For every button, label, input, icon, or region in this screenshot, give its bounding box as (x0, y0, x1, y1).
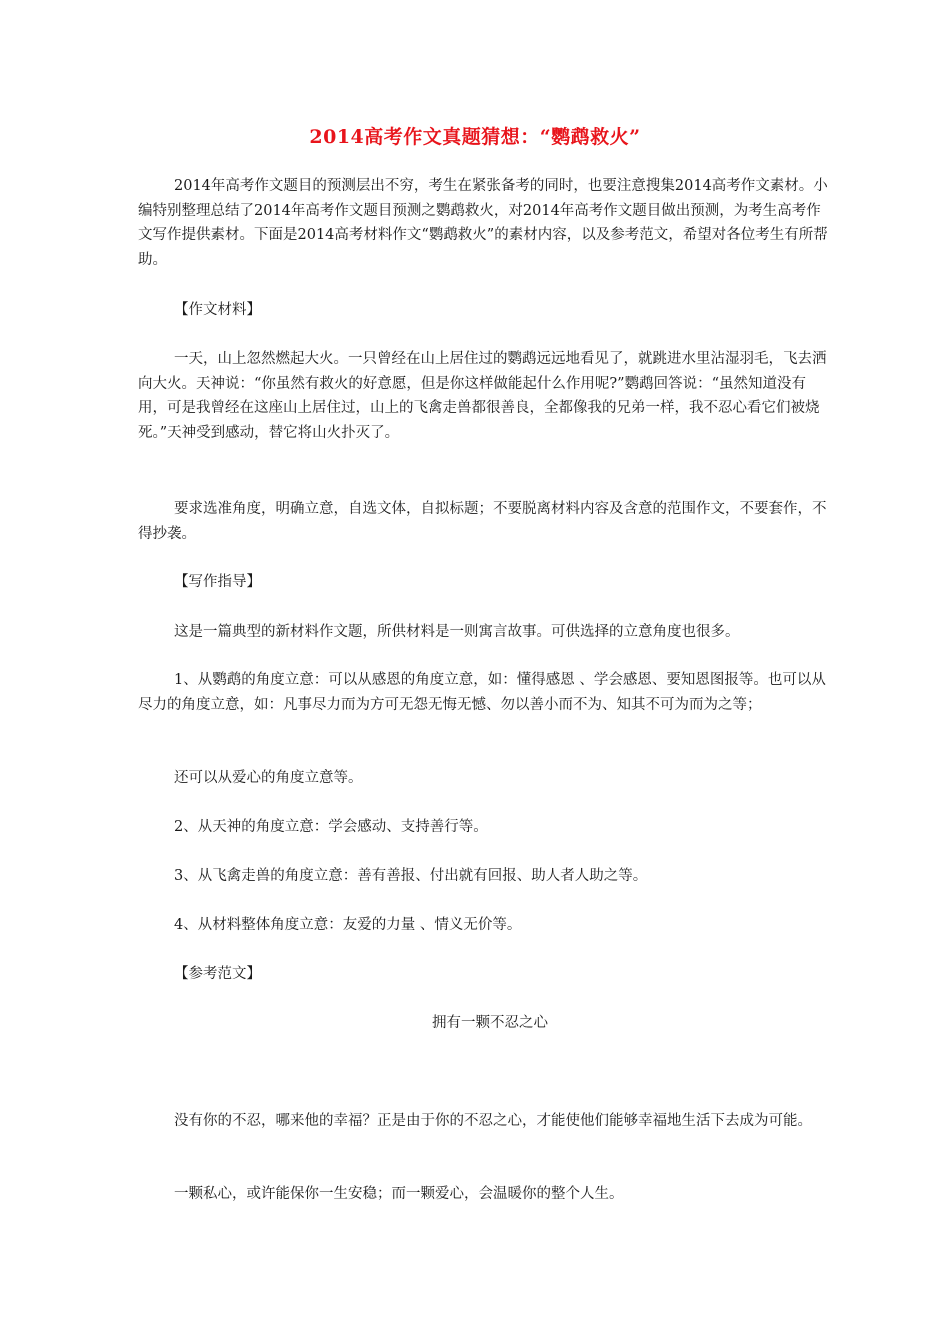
guide-point-4: 4、从材料整体角度立意：友爱的力量 、情义无价等。 (174, 917, 522, 933)
guide-heading: 【写作指导】 (174, 574, 261, 590)
intro-paragraph: 2014年高考作文题目的预测层出不穷，考生在紧张备考的同时，也要注意搜集2014高考作文素材。小编特别整理总结了2014年高考作文题目预测之鹦鹉救火，对2014年高考作文题目做出预测，为考生高考作文写作提供素材。下面是2014高考材料作文“鹦鹉救火”的素材内容，以及参考范文，希望对各位考生有所帮助。 (138, 178, 828, 268)
requirement-paragraph: 要求选准角度，明确立意，自选文体，自拟标题；不要脱离材料内容及含意的范围作文，不要套作，不得抄袭。 (138, 501, 827, 542)
essay-paragraph-2: 一颗私心，或许能保你一生安稳；而一颗爱心，会温暖你的整个人生。 (174, 1186, 624, 1202)
material-heading: 【作文材料】 (174, 302, 261, 318)
guide-intro: 这是一篇典型的新材料作文题，所供材料是一则寓言故事。可供选择的立意角度也很多。 (174, 624, 740, 640)
guide-point-3: 3、从飞禽走兽的角度立意：善有善报、付出就有回报、助人者人助之等。 (174, 868, 648, 884)
essay-paragraph-1: 没有你的不忍，哪来他的幸福？正是由于你的不忍之心，才能使他们能够幸福地生活下去成为可能。 (174, 1113, 812, 1129)
guide-point-1-extra: 还可以从爱心的角度立意等。 (174, 770, 363, 786)
sample-heading: 【参考范文】 (174, 966, 261, 982)
guide-point-2: 2、从天神的角度立意：学会感动、支持善行等。 (174, 819, 488, 835)
document-title: 2014高考作文真题猜想：“鹦鹉救火” (309, 126, 641, 148)
essay-title: 拥有一颗不忍之心 (432, 1015, 548, 1031)
guide-point-1: 1、从鹦鹉的角度立意：可以从感恩的角度立意，如：懂得感恩 、学会感恩、要知恩图报等。也可以从尽力的角度立意，如：凡事尽力而为方可无怨无悔无憾、勿以善小而不为、知其不可为而为之等； (138, 672, 826, 713)
material-paragraph: 一天，山上忽然燃起大火。一只曾经在山上居住过的鹦鹉远远地看见了，就跳进水里沾湿羽毛，飞去洒向大火。天神说：“你虽然有救火的好意愿，但是你这样做能起什么作用呢?”鹦鹉回答说：“虽然知道没有用，可是我曾经在这座山上居住过，山上的飞禽走兽都很善良，全都像我的兄弟一样，我不忍心看它们被烧死。”天神受到感动，替它将山火扑灭了。 (138, 351, 827, 441)
